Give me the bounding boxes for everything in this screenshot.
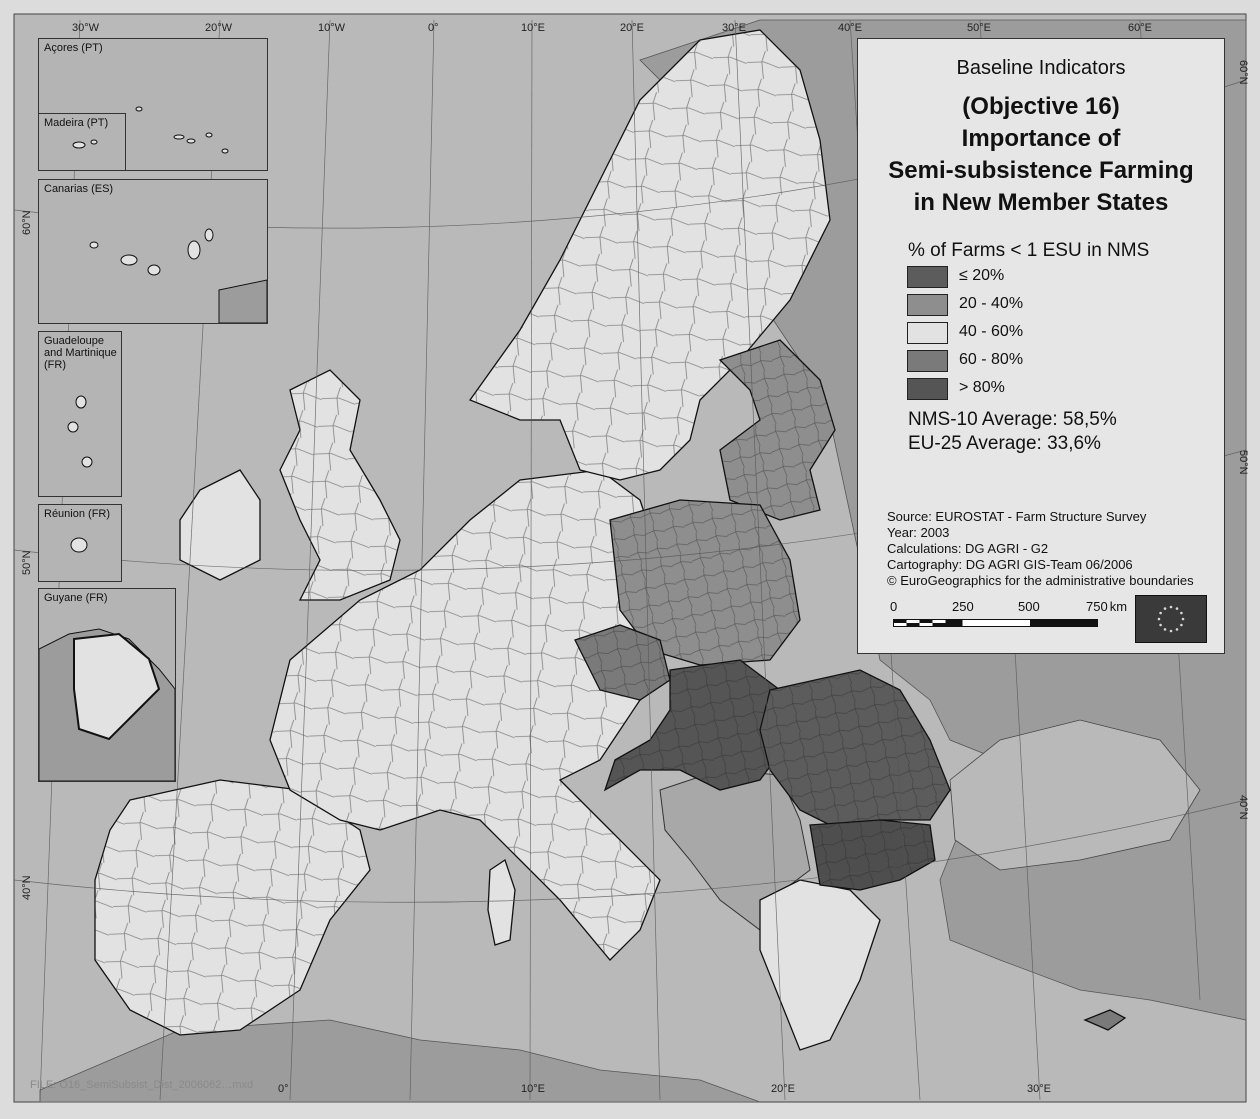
legend-swatch (907, 322, 948, 344)
inset-canarias (38, 179, 268, 324)
legend-class-label: ≤ 20% (959, 267, 1005, 284)
inset-title: Canarias (ES) (44, 183, 114, 195)
inset-madeira (38, 113, 126, 171)
lon-label: 30°E (722, 22, 746, 34)
lat-label: 40°N (21, 875, 33, 900)
file-note: FILE: O16_SemiSubsist_Dist_2006062…mxd (30, 1079, 254, 1091)
legend-class-label: > 80% (959, 379, 1005, 396)
legend-swatch (907, 350, 948, 372)
lon-label: 10°W (318, 22, 346, 34)
scalebar (893, 619, 1098, 627)
lon-label: 30°E (1027, 1083, 1051, 1095)
lon-label: 0° (428, 22, 439, 34)
inset-title: Réunion (FR) (44, 508, 111, 520)
lat-label: 50°N (21, 550, 33, 575)
legend-panel (857, 38, 1225, 654)
legend-title (858, 91, 1224, 219)
lon-label: 20°E (620, 22, 644, 34)
source-line: Source: EUROSTAT - Farm Structure Survey (887, 509, 1147, 524)
inset-title: Açores (PT) (44, 42, 103, 54)
lon-label: 0° (278, 1083, 289, 1095)
title-line: (Objective 16) (962, 93, 1120, 120)
legend-class-label: 60 - 80% (959, 351, 1024, 368)
legend-heading: % of Farms < 1 ESU in NMS (908, 240, 1150, 261)
lon-label: 20°W (205, 22, 233, 34)
title-line: Importance of (961, 125, 1121, 152)
inset-guadeloupe-martinique (38, 331, 122, 497)
lon-label: 50°E (967, 22, 991, 34)
reunion-island (39, 505, 121, 581)
source-line: © EuroGeographics for the administrative boundaries (887, 573, 1194, 588)
legend-swatch (907, 266, 948, 288)
lon-label: 40°E (838, 22, 862, 34)
lon-label: 20°E (771, 1083, 795, 1095)
nms-average: NMS-10 Average: 58,5% (908, 409, 1117, 430)
source-line: Cartography: DG AGRI GIS-Team 06/2006 (887, 557, 1133, 572)
inset-title: Guadeloupe and Martinique (FR) (44, 335, 117, 371)
scalebar-label: 0 (890, 599, 898, 614)
source-line: Calculations: DG AGRI - G2 (887, 541, 1049, 556)
lat-label: 60°N (1237, 60, 1249, 85)
title-line: Semi-subsistence Farming (888, 157, 1194, 184)
guyane-territory (39, 589, 175, 781)
eu-flag-icon (1135, 595, 1207, 643)
source-notes (887, 509, 1194, 589)
legend-class-label: 40 - 60% (959, 323, 1024, 340)
inset-title: Madeira (PT) (44, 117, 109, 129)
legend-swatch (907, 378, 948, 400)
scalebar-unit: km (1109, 599, 1128, 614)
lon-label: 10°E (521, 1083, 545, 1095)
madeira-islands (39, 114, 125, 170)
lat-label: 40°N (1237, 795, 1249, 820)
legend-subtitle: Baseline Indicators (956, 57, 1126, 79)
scalebar-label: 500 (1018, 599, 1040, 614)
inset-title: Guyane (FR) (44, 592, 108, 604)
scalebar-label: 250 (952, 599, 974, 614)
lon-label: 10°E (521, 22, 545, 34)
inset-reunion (38, 504, 122, 582)
lon-label: 30°W (72, 22, 100, 34)
scalebar-max: 750 (1086, 599, 1108, 614)
eu-average: EU-25 Average: 33,6% (908, 433, 1101, 454)
lat-label: 50°N (1237, 450, 1249, 475)
title-line: in New Member States (913, 189, 1169, 216)
lat-label: 60°N (21, 210, 33, 235)
scalebar-label (1086, 599, 1127, 614)
inset-guyane (38, 588, 176, 782)
legend-class-label: 20 - 40% (959, 295, 1024, 312)
source-line: Year: 2003 (887, 525, 950, 540)
antilles-islands (39, 332, 121, 496)
legend-swatch (907, 294, 948, 316)
canarias-islands (39, 180, 267, 323)
lon-label: 60°E (1128, 22, 1152, 34)
